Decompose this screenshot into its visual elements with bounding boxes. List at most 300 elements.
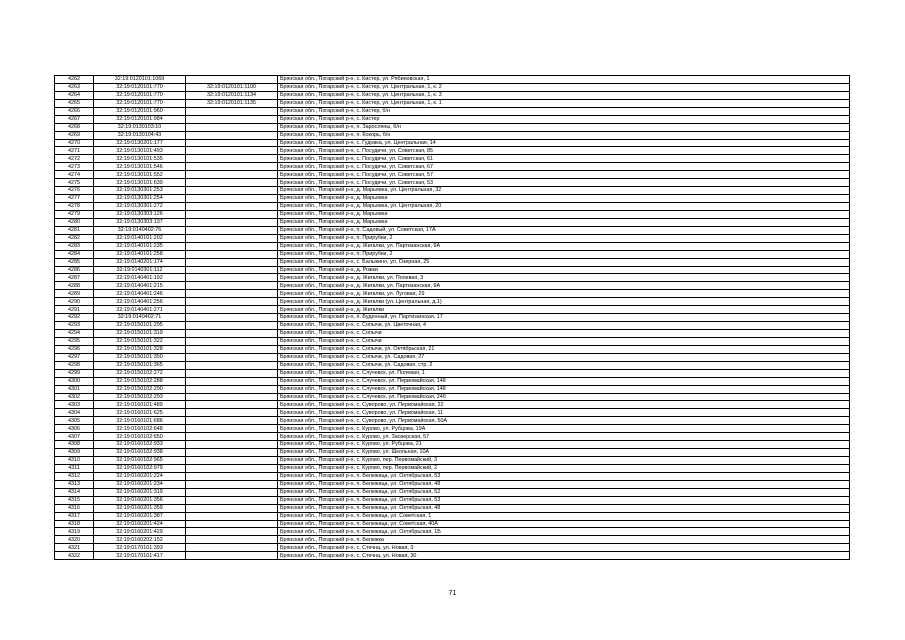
cadastral-number-cell: 32:19:0160102:933 bbox=[94, 441, 186, 449]
row-number-cell: 4285 bbox=[55, 258, 94, 266]
table-row bbox=[55, 449, 850, 457]
address-cell: Брянская обл., Погарский р-н, с. Посудичи, ул. Советская, 57 bbox=[278, 171, 850, 179]
related-cadastral-number-cell bbox=[186, 322, 278, 330]
address-cell: Брянская обл., Погарский р-н, с. Кистер, б/н bbox=[278, 107, 850, 115]
table-row bbox=[55, 330, 850, 338]
row-number-cell: 4312 bbox=[55, 472, 94, 480]
address-cell: Брянская обл., Погарский р-н, п. Бележица, ул. Октябрьская, 53 bbox=[278, 496, 850, 504]
cadastral-number-cell: 32:19:0150101:328 bbox=[94, 345, 186, 353]
address-cell: Брянская обл., Погарский р-н, с. Сопычи, ул. Садовая, 27 bbox=[278, 353, 850, 361]
cadastral-number-cell: 32:19:0140401:192 bbox=[94, 274, 186, 282]
address-cell: Брянская обл., Погарский р-н, п. Бележица, ул. Октябрьская, 53 bbox=[278, 472, 850, 480]
row-number-cell: 4291 bbox=[55, 306, 94, 314]
cadastral-number-cell: 32:19:0160101:686 bbox=[94, 417, 186, 425]
related-cadastral-number-cell bbox=[186, 409, 278, 417]
row-number-cell: 4302 bbox=[55, 393, 94, 401]
row-number-cell: 4274 bbox=[55, 171, 94, 179]
address-cell: Брянская обл., Погарский р-н, с. Кистер, ул. Центральная, 1, к. 2 bbox=[278, 83, 850, 91]
related-cadastral-number-cell bbox=[186, 218, 278, 226]
table-row bbox=[55, 488, 850, 496]
related-cadastral-number-cell bbox=[186, 377, 278, 385]
address-cell: Брянская обл., Погарский р-н, п. Бележица, ул. Октябрьская, 48 bbox=[278, 480, 850, 488]
row-number-cell: 4281 bbox=[55, 226, 94, 234]
row-number-cell: 4286 bbox=[55, 266, 94, 274]
table-row bbox=[55, 282, 850, 290]
table-row bbox=[55, 417, 850, 425]
table-row bbox=[55, 274, 850, 282]
row-number-cell: 4263 bbox=[55, 83, 94, 91]
table-row bbox=[55, 187, 850, 195]
address-cell: Брянская обл., Погарский р-н, с. Сопычи, ул. Октябрьская, 21 bbox=[278, 345, 850, 353]
table-row bbox=[55, 496, 850, 504]
address-cell: Брянская обл., Погарский р-н, д. Жигалки (ул. Центральная, д.1) bbox=[278, 298, 850, 306]
table-row bbox=[55, 99, 850, 107]
row-number-cell: 4278 bbox=[55, 203, 94, 211]
row-number-cell: 4301 bbox=[55, 385, 94, 393]
table-row bbox=[55, 441, 850, 449]
related-cadastral-number-cell bbox=[186, 488, 278, 496]
related-cadastral-number-cell bbox=[186, 298, 278, 306]
cadastral-number-cell: 32:19:0130301:272 bbox=[94, 203, 186, 211]
table-row bbox=[55, 139, 850, 147]
cadastral-number-cell: 32:19:0160101:489 bbox=[94, 401, 186, 409]
related-cadastral-number-cell bbox=[186, 226, 278, 234]
cadastral-number-cell: 32:19:0160102:979 bbox=[94, 464, 186, 472]
related-cadastral-number-cell bbox=[186, 131, 278, 139]
address-cell: Брянская обл., Погарский р-н, с. Курово, пер. Первомайский, 2 bbox=[278, 464, 850, 472]
table-row bbox=[55, 345, 850, 353]
row-number-cell: 4265 bbox=[55, 99, 94, 107]
related-cadastral-number-cell bbox=[186, 361, 278, 369]
related-cadastral-number-cell: 32:19:0120101:1135 bbox=[186, 99, 278, 107]
row-number-cell: 4273 bbox=[55, 163, 94, 171]
address-cell: Брянская обл., Погарский р-н, д. Марьевка, ул. Центральная, 20 bbox=[278, 203, 850, 211]
cadastral-number-cell: 32:19:0140301:112 bbox=[94, 266, 186, 274]
cadastral-number-cell: 32:19:0140402:76 bbox=[94, 226, 186, 234]
cadastral-number-cell: 32:19:0120101:984 bbox=[94, 115, 186, 123]
row-number-cell: 4305 bbox=[55, 417, 94, 425]
row-number-cell: 4282 bbox=[55, 234, 94, 242]
cadastral-number-cell: 32:19:0120101:770 bbox=[94, 99, 186, 107]
table-row bbox=[55, 306, 850, 314]
address-cell: Брянская обл., Погарский р-н, с. Курово, ул. Школьная, 10А bbox=[278, 449, 850, 457]
row-number-cell: 4318 bbox=[55, 520, 94, 528]
related-cadastral-number-cell bbox=[186, 203, 278, 211]
address-cell: Брянская обл., Погарский р-н, п. Садовый, ул. Советская, 17А bbox=[278, 226, 850, 234]
row-number-cell: 4297 bbox=[55, 353, 94, 361]
address-cell: Брянская обл., Погарский р-н, с. Кистер, ул. Рябиновская, 1 bbox=[278, 76, 850, 84]
address-cell: Брянская обл., Погарский р-н, п. Бележица, ул. Советская, 40А bbox=[278, 520, 850, 528]
related-cadastral-number-cell bbox=[186, 433, 278, 441]
table-row bbox=[55, 425, 850, 433]
related-cadastral-number-cell bbox=[186, 282, 278, 290]
cadastral-number-cell: 32:19:0130101:493 bbox=[94, 147, 186, 155]
address-cell: Брянская обл., Погарский р-н, д. Жигалки, ул. Партизанская, 9А bbox=[278, 242, 850, 250]
related-cadastral-number-cell bbox=[186, 210, 278, 218]
related-cadastral-number-cell: 32:19:0120101:1134 bbox=[186, 91, 278, 99]
page-number: 71 bbox=[448, 590, 457, 597]
cadastral-number-cell: 32:19:0160201:224 bbox=[94, 472, 186, 480]
row-number-cell: 4262 bbox=[55, 76, 94, 84]
related-cadastral-number-cell bbox=[186, 306, 278, 314]
address-cell: Брянская обл., Погарский р-н, с. Суворово, ул. Первомайская, 11 bbox=[278, 409, 850, 417]
table-row bbox=[55, 401, 850, 409]
address-cell: Брянская обл., Погарский р-н, д. Рожки bbox=[278, 266, 850, 274]
row-number-cell: 4269 bbox=[55, 131, 94, 139]
table-row bbox=[55, 107, 850, 115]
address-cell: Брянская обл., Погарский р-н, с. Курово, ул. Заозерская, 57 bbox=[278, 433, 850, 441]
cadastral-number-cell: 32:19:0150101:365 bbox=[94, 361, 186, 369]
table-row bbox=[55, 171, 850, 179]
related-cadastral-number-cell bbox=[186, 195, 278, 203]
related-cadastral-number-cell: 32:19:0120101:1100 bbox=[186, 83, 278, 91]
row-number-cell: 4268 bbox=[55, 123, 94, 131]
cadastral-number-cell: 32:19:0160201:234 bbox=[94, 480, 186, 488]
related-cadastral-number-cell bbox=[186, 536, 278, 544]
address-cell: Брянская обл., Погарский р-н, п. Бележица, ул. Октябрьская, 52 bbox=[278, 488, 850, 496]
related-cadastral-number-cell bbox=[186, 425, 278, 433]
address-cell: Брянская обл., Погарский р-н, с. Сопычи bbox=[278, 337, 850, 345]
table-row bbox=[55, 337, 850, 345]
address-cell: Брянская обл., Погарский р-н, с. Сопычи bbox=[278, 330, 850, 338]
row-number-cell: 4287 bbox=[55, 274, 94, 282]
table-row bbox=[55, 298, 850, 306]
table-row bbox=[55, 258, 850, 266]
cadastral-number-cell: 32:19:0150102:293 bbox=[94, 393, 186, 401]
cadastral-number-cell: 32:19:0130303:126 bbox=[94, 210, 186, 218]
related-cadastral-number-cell bbox=[186, 290, 278, 298]
related-cadastral-number-cell bbox=[186, 187, 278, 195]
cadastral-number-cell: 32:19:0150102:272 bbox=[94, 369, 186, 377]
table-row bbox=[55, 361, 850, 369]
address-cell: Брянская обл., Погарский р-н, п. Кокорь, б/н bbox=[278, 131, 850, 139]
address-cell: Брянская обл., Погарский р-н, с. Кистер, ул. Центральная, 1, к. 3 bbox=[278, 91, 850, 99]
related-cadastral-number-cell bbox=[186, 107, 278, 115]
related-cadastral-number-cell bbox=[186, 457, 278, 465]
related-cadastral-number-cell bbox=[186, 393, 278, 401]
address-cell: Брянская обл., Погарский р-н, п. Прирубки, 2 bbox=[278, 250, 850, 258]
cadastral-number-cell: 32:19:0120101:770 bbox=[94, 83, 186, 91]
related-cadastral-number-cell bbox=[186, 369, 278, 377]
related-cadastral-number-cell bbox=[186, 441, 278, 449]
row-number-cell: 4283 bbox=[55, 242, 94, 250]
related-cadastral-number-cell bbox=[186, 234, 278, 242]
address-cell: Брянская обл., Погарский р-н, п. Бележица, ул. Советская, 1 bbox=[278, 512, 850, 520]
cadastral-number-cell: 32:19:0130301:254 bbox=[94, 195, 186, 203]
table-row bbox=[55, 290, 850, 298]
address-cell: Брянская обл., Погарский р-н, с. Курово, ул. Рубцова, 19А bbox=[278, 425, 850, 433]
row-number-cell: 4311 bbox=[55, 464, 94, 472]
related-cadastral-number-cell bbox=[186, 472, 278, 480]
row-number-cell: 4321 bbox=[55, 544, 94, 552]
related-cadastral-number-cell bbox=[186, 417, 278, 425]
related-cadastral-number-cell bbox=[186, 528, 278, 536]
cadastral-number-cell: 32:19:0150102:288 bbox=[94, 377, 186, 385]
related-cadastral-number-cell bbox=[186, 353, 278, 361]
row-number-cell: 4314 bbox=[55, 488, 94, 496]
table-row bbox=[55, 91, 850, 99]
row-number-cell: 4270 bbox=[55, 139, 94, 147]
cadastral-number-cell: 32:19:0160102:650 bbox=[94, 433, 186, 441]
table-row bbox=[55, 409, 850, 417]
row-number-cell: 4292 bbox=[55, 314, 94, 322]
address-cell: Брянская обл., Погарский р-н, д. Жигалки, ул. Луговая, 29 bbox=[278, 290, 850, 298]
table-row bbox=[55, 504, 850, 512]
table-row bbox=[55, 203, 850, 211]
cadastral-number-cell: 32:19:0140401:271 bbox=[94, 306, 186, 314]
row-number-cell: 4303 bbox=[55, 401, 94, 409]
cadastral-number-cell: 32:19:0160201:359 bbox=[94, 504, 186, 512]
table-row bbox=[55, 234, 850, 242]
cadastral-number-cell: 32:19:0130101:552 bbox=[94, 171, 186, 179]
table-row bbox=[55, 266, 850, 274]
row-number-cell: 4279 bbox=[55, 210, 94, 218]
cadastral-number-cell: 32:19:0130201:177 bbox=[94, 139, 186, 147]
row-number-cell: 4277 bbox=[55, 195, 94, 203]
address-cell: Брянская обл., Погарский р-н, с. Сопычи, ул. Цветочная, 4 bbox=[278, 322, 850, 330]
row-number-cell: 4322 bbox=[55, 552, 94, 560]
cadastral-number-cell: 32:19:0150101:295 bbox=[94, 322, 186, 330]
cadastral-number-cell: 32:19:0160101:625 bbox=[94, 409, 186, 417]
related-cadastral-number-cell bbox=[186, 155, 278, 163]
table-row bbox=[55, 433, 850, 441]
cadastral-number-cell: 32:19:0140201:174 bbox=[94, 258, 186, 266]
related-cadastral-number-cell bbox=[186, 123, 278, 131]
related-cadastral-number-cell bbox=[186, 464, 278, 472]
cadastral-number-cell: 32:19:0120101:770 bbox=[94, 91, 186, 99]
table-row bbox=[55, 250, 850, 258]
cadastral-number-cell: 32:19:0170101:417 bbox=[94, 552, 186, 560]
address-cell: Брянская обл., Погарский р-н, с. Курово, пер. Первомайский, 3 bbox=[278, 457, 850, 465]
table-row bbox=[55, 353, 850, 361]
related-cadastral-number-cell bbox=[186, 385, 278, 393]
row-number-cell: 4272 bbox=[55, 155, 94, 163]
table-row bbox=[55, 472, 850, 480]
cadastral-number-cell: 32:19:0130104:43 bbox=[94, 131, 186, 139]
row-number-cell: 4319 bbox=[55, 528, 94, 536]
address-cell: Брянская обл., Погарский р-н, с. Случевск, ул. Полевая, 1 bbox=[278, 369, 850, 377]
related-cadastral-number-cell bbox=[186, 504, 278, 512]
address-cell: Брянская обл., Погарский р-н, с. Сопычи, ул. Садовая, стр. 2 bbox=[278, 361, 850, 369]
cadastral-number-cell: 32:19:0160102:938 bbox=[94, 449, 186, 457]
cadastral-number-cell: 32:19:0140101:235 bbox=[94, 242, 186, 250]
cadastral-number-cell: 32:19:0140401:246 bbox=[94, 290, 186, 298]
row-number-cell: 4293 bbox=[55, 322, 94, 330]
property-register-table bbox=[54, 75, 850, 560]
table-row bbox=[55, 179, 850, 187]
cadastral-number-cell: 32:19:0170101:393 bbox=[94, 544, 186, 552]
related-cadastral-number-cell bbox=[186, 480, 278, 488]
row-number-cell: 4310 bbox=[55, 457, 94, 465]
table-row bbox=[55, 393, 850, 401]
row-number-cell: 4284 bbox=[55, 250, 94, 258]
row-number-cell: 4315 bbox=[55, 496, 94, 504]
address-cell: Брянская обл., Погарский р-н, с. Посудичи, ул. Советская, 67 bbox=[278, 163, 850, 171]
related-cadastral-number-cell bbox=[186, 552, 278, 560]
cadastral-number-cell: 32:19:0130101:546 bbox=[94, 163, 186, 171]
row-number-cell: 4309 bbox=[55, 449, 94, 457]
cadastral-number-cell: 32:19:0130101:535 bbox=[94, 155, 186, 163]
row-number-cell: 4304 bbox=[55, 409, 94, 417]
table-row bbox=[55, 464, 850, 472]
table-row bbox=[55, 147, 850, 155]
row-number-cell: 4320 bbox=[55, 536, 94, 544]
row-number-cell: 4295 bbox=[55, 337, 94, 345]
row-number-cell: 4298 bbox=[55, 361, 94, 369]
address-cell: Брянская обл., Погарский р-н, с. Балыкино, ул. Озерная, 25 bbox=[278, 258, 850, 266]
related-cadastral-number-cell bbox=[186, 544, 278, 552]
table-row bbox=[55, 218, 850, 226]
related-cadastral-number-cell bbox=[186, 314, 278, 322]
cadastral-number-cell: 32:19:0150102:290 bbox=[94, 385, 186, 393]
cadastral-number-cell: 32:19:0150101:322 bbox=[94, 337, 186, 345]
row-number-cell: 4288 bbox=[55, 282, 94, 290]
table-row bbox=[55, 369, 850, 377]
related-cadastral-number-cell bbox=[186, 147, 278, 155]
table-row bbox=[55, 131, 850, 139]
cadastral-number-cell: 32:19:0140101:258 bbox=[94, 250, 186, 258]
address-cell: Брянская обл., Погарский р-н, п. Буденный, ул. Партизанская, 17 bbox=[278, 314, 850, 322]
related-cadastral-number-cell bbox=[186, 496, 278, 504]
address-cell: Брянская обл., Погарский р-н, д. Жигалки, ул. Полевая, 3 bbox=[278, 274, 850, 282]
address-cell: Брянская обл., Погарский р-н, п. Бележка bbox=[278, 536, 850, 544]
table-row bbox=[55, 528, 850, 536]
row-number-cell: 4267 bbox=[55, 115, 94, 123]
table-row bbox=[55, 377, 850, 385]
address-cell: Брянская обл., Погарский р-н, д. Марьевка, ул. Центральная, 32 bbox=[278, 187, 850, 195]
table-row bbox=[55, 385, 850, 393]
related-cadastral-number-cell bbox=[186, 250, 278, 258]
address-cell: Брянская обл., Погарский р-н, п. Бележица, ул. Октябрьская, 48 bbox=[278, 504, 850, 512]
row-number-cell: 4289 bbox=[55, 290, 94, 298]
address-cell: Брянская обл., Погарский р-н, д. Марьевка bbox=[278, 218, 850, 226]
related-cadastral-number-cell bbox=[186, 330, 278, 338]
related-cadastral-number-cell bbox=[186, 512, 278, 520]
address-cell: Брянская обл., Погарский р-н, с. Курово, ул. Рубцова, 21 bbox=[278, 441, 850, 449]
address-cell: Брянская обл., Погарский р-н, с. Посудичи, ул. Советская, 53 bbox=[278, 179, 850, 187]
table-row bbox=[55, 83, 850, 91]
address-cell: Брянская обл., Погарский р-н, с. Кистер bbox=[278, 115, 850, 123]
related-cadastral-number-cell bbox=[186, 337, 278, 345]
address-cell: Брянская обл., Погарский р-н, с. Суворово, ул. Первомайская, 22 bbox=[278, 401, 850, 409]
row-number-cell: 4294 bbox=[55, 330, 94, 338]
table-row bbox=[55, 242, 850, 250]
cadastral-number-cell: 32:19:0140401:215 bbox=[94, 282, 186, 290]
cadastral-number-cell: 32:19:0160201:424 bbox=[94, 520, 186, 528]
row-number-cell: 4299 bbox=[55, 369, 94, 377]
cadastral-number-cell: 32:19:0140402:71 bbox=[94, 314, 186, 322]
related-cadastral-number-cell bbox=[186, 345, 278, 353]
address-cell: Брянская обл., Погарский р-н, п. Прирубки, 2 bbox=[278, 234, 850, 242]
cadastral-number-cell: 32:19:0130103:10 bbox=[94, 123, 186, 131]
cadastral-number-cell: 32:19:0130101:639 bbox=[94, 179, 186, 187]
related-cadastral-number-cell bbox=[186, 449, 278, 457]
row-number-cell: 4308 bbox=[55, 441, 94, 449]
cadastral-number-cell: 32:19:0160102:965 bbox=[94, 457, 186, 465]
cadastral-number-cell: 32:19:0160201:429 bbox=[94, 528, 186, 536]
table-row bbox=[55, 123, 850, 131]
address-cell: Брянская обл., Погарский р-н, д. Жигалки, ул. Партизанская, 9А bbox=[278, 282, 850, 290]
cadastral-number-cell: 32:19:0140401:256 bbox=[94, 298, 186, 306]
address-cell: Брянская обл., Погарский р-н, с. Стечна, ул. Новая, 30 bbox=[278, 552, 850, 560]
address-cell: Брянская обл., Погарский р-н, с. Кистер, ул. Центральная, 1, к. 1 bbox=[278, 99, 850, 107]
row-number-cell: 4290 bbox=[55, 298, 94, 306]
address-cell: Брянская обл., Погарский р-н, с. Посудичи, ул. Советская, 61 bbox=[278, 155, 850, 163]
row-number-cell: 4276 bbox=[55, 187, 94, 195]
table-row bbox=[55, 536, 850, 544]
related-cadastral-number-cell bbox=[186, 266, 278, 274]
row-number-cell: 4300 bbox=[55, 377, 94, 385]
address-cell: Брянская обл., Погарский р-н, с. Случевск, ул. Первомайская, 148 bbox=[278, 385, 850, 393]
table-row bbox=[55, 520, 850, 528]
related-cadastral-number-cell bbox=[186, 242, 278, 250]
related-cadastral-number-cell bbox=[186, 274, 278, 282]
table-row bbox=[55, 544, 850, 552]
table-row bbox=[55, 155, 850, 163]
table-row bbox=[55, 163, 850, 171]
row-number-cell: 4296 bbox=[55, 345, 94, 353]
table-row bbox=[55, 512, 850, 520]
row-number-cell: 4280 bbox=[55, 218, 94, 226]
cadastral-number-cell: 32:19:0130301:253 bbox=[94, 187, 186, 195]
related-cadastral-number-cell bbox=[186, 163, 278, 171]
cadastral-number-cell: 32:19:0160102:648 bbox=[94, 425, 186, 433]
table-row bbox=[55, 457, 850, 465]
address-cell: Брянская обл., Погарский р-н, д. Марьевка bbox=[278, 195, 850, 203]
related-cadastral-number-cell bbox=[186, 171, 278, 179]
address-cell: Брянская обл., Погарский р-н, д. Марьевка bbox=[278, 210, 850, 218]
address-cell: Брянская обл., Погарский р-н, д. Жигалки bbox=[278, 306, 850, 314]
table-row bbox=[55, 115, 850, 123]
related-cadastral-number-cell bbox=[186, 401, 278, 409]
related-cadastral-number-cell bbox=[186, 139, 278, 147]
related-cadastral-number-cell bbox=[186, 76, 278, 84]
cadastral-number-cell: 32:19:0160201:387 bbox=[94, 512, 186, 520]
row-number-cell: 4313 bbox=[55, 480, 94, 488]
table-row bbox=[55, 552, 850, 560]
row-number-cell: 4306 bbox=[55, 425, 94, 433]
row-number-cell: 4266 bbox=[55, 107, 94, 115]
table-row bbox=[55, 314, 850, 322]
table-row bbox=[55, 480, 850, 488]
related-cadastral-number-cell bbox=[186, 115, 278, 123]
related-cadastral-number-cell bbox=[186, 179, 278, 187]
address-cell: Брянская обл., Погарский р-н, с. Посудичи, ул. Советская, 85 bbox=[278, 147, 850, 155]
address-cell: Брянская обл., Погарский р-н, п. Заросляны, б/н bbox=[278, 123, 850, 131]
address-cell: Брянская обл., Погарский р-н, с. Случевск, ул. Первомайская, 24б bbox=[278, 393, 850, 401]
table-row bbox=[55, 322, 850, 330]
cadastral-number-cell: 32:19:0150101:319 bbox=[94, 330, 186, 338]
table-row bbox=[55, 76, 850, 84]
related-cadastral-number-cell bbox=[186, 258, 278, 266]
row-number-cell: 4264 bbox=[55, 91, 94, 99]
address-cell: Брянская обл., Погарский р-н, с. Случевск, ул. Первомайская, 148 bbox=[278, 377, 850, 385]
related-cadastral-number-cell bbox=[186, 520, 278, 528]
row-number-cell: 4317 bbox=[55, 512, 94, 520]
address-cell: Брянская обл., Погарский р-н, п. Бележица, ул. Октябрьская, 1Б bbox=[278, 528, 850, 536]
cadastral-number-cell: 32:19:0140101:202 bbox=[94, 234, 186, 242]
cadastral-number-cell: 32:19:0160201:356 bbox=[94, 496, 186, 504]
row-number-cell: 4307 bbox=[55, 433, 94, 441]
row-number-cell: 4271 bbox=[55, 147, 94, 155]
address-cell: Брянская обл., Погарский р-н, с. Стечна, ул. Новая, 3 bbox=[278, 544, 850, 552]
cadastral-number-cell: 32:19:0150101:350 bbox=[94, 353, 186, 361]
address-cell: Брянская обл., Погарский р-н, с. Суворово, ул. Первомайская, 50А bbox=[278, 417, 850, 425]
cadastral-number-cell: 32:19:0120101:960 bbox=[94, 107, 186, 115]
table-row bbox=[55, 226, 850, 234]
row-number-cell: 4275 bbox=[55, 179, 94, 187]
table-row bbox=[55, 195, 850, 203]
